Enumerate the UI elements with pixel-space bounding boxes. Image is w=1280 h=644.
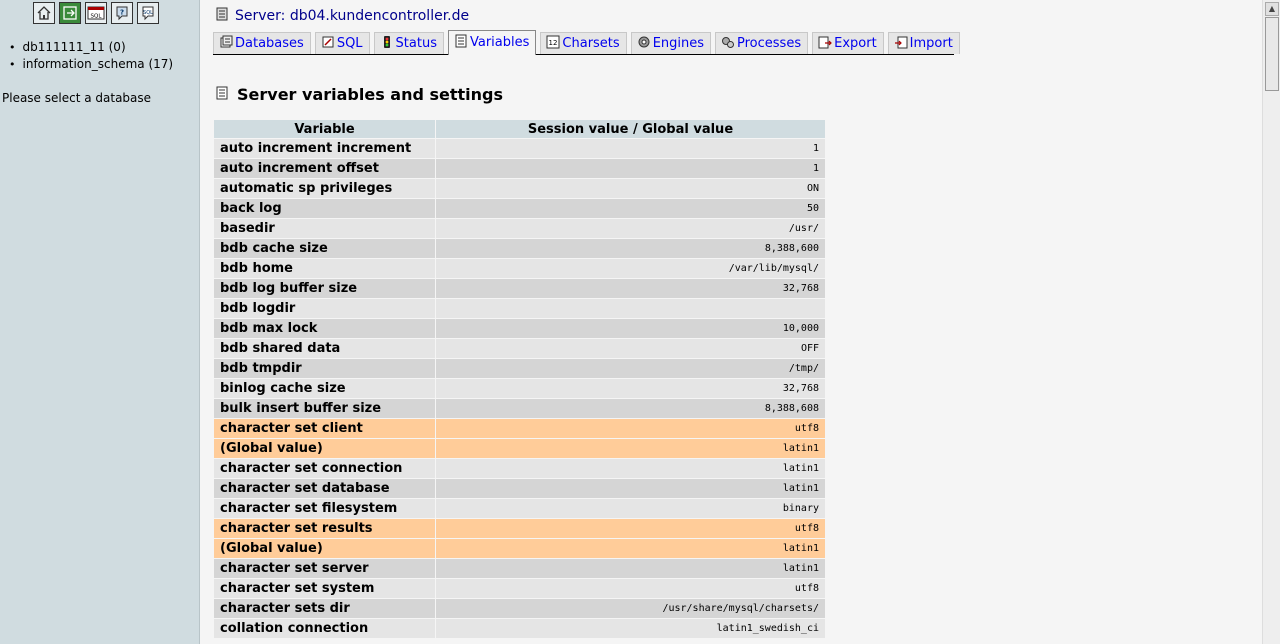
tab-label: Charsets (562, 35, 620, 51)
vertical-scrollbar[interactable] (1262, 0, 1280, 644)
variable-value: 10,000 (436, 319, 825, 338)
variable-name: character set client (214, 419, 435, 438)
database-link[interactable]: • db111111_11 (0) (9, 39, 173, 56)
docs-icon[interactable] (111, 2, 133, 24)
tab-label: Variables (469, 35, 530, 50)
variables-table (213, 119, 826, 639)
variable-name: auto increment increment (214, 139, 435, 158)
variable-value: latin1 (436, 539, 825, 558)
column-header-value: Session value / Global value (436, 120, 825, 138)
variable-value: 50 (436, 199, 825, 218)
variables-table-body (214, 139, 825, 638)
table-row (214, 539, 825, 558)
variable-name: bdb log buffer size (214, 279, 435, 298)
server-link[interactable]: Server: db04.kundencontroller.de (235, 8, 470, 24)
tab-label: SQL (336, 35, 363, 51)
tab-import[interactable] (888, 32, 960, 54)
tab-engines[interactable] (631, 32, 711, 54)
table-row (214, 619, 825, 638)
exit-icon[interactable] (59, 2, 81, 24)
variables-icon (454, 34, 468, 52)
tab-label: Processes (737, 35, 802, 51)
table-row (214, 399, 825, 418)
variable-value: latin1 (436, 459, 825, 478)
variable-name: bulk insert buffer size (214, 399, 435, 418)
home-icon[interactable] (33, 2, 55, 24)
left-toolbar (33, 2, 159, 24)
table-row (214, 459, 825, 478)
table-row (214, 179, 825, 198)
table-row (214, 199, 825, 218)
variable-name: character set system (214, 579, 435, 598)
svg-text:12: 12 (548, 38, 558, 47)
variable-value: 1 (436, 159, 825, 178)
import-icon (894, 35, 908, 53)
variable-value: 1 (436, 139, 825, 158)
variable-name: collation connection (214, 619, 435, 638)
page-title-text: Server variables and settings (237, 85, 504, 104)
tab-label: Import (909, 35, 953, 51)
variable-value: binary (436, 499, 825, 518)
svg-text:SQL: SQL (143, 10, 153, 16)
variable-name: bdb shared data (214, 339, 435, 358)
database-link[interactable]: • information_schema (17) (9, 56, 173, 73)
table-row (214, 339, 825, 358)
variable-name: bdb cache size (214, 239, 435, 258)
variable-name: character set server (214, 559, 435, 578)
variable-value: latin1 (436, 439, 825, 458)
variable-value: /tmp/ (436, 359, 825, 378)
variable-name: character set results (214, 519, 435, 538)
variable-value: 8,388,608 (436, 399, 825, 418)
table-row (214, 519, 825, 538)
table-row (214, 299, 825, 318)
left-navigation-frame (0, 0, 200, 644)
table-row (214, 419, 825, 438)
engines-icon (637, 35, 651, 53)
table-row (214, 159, 825, 178)
tab-sql[interactable] (315, 32, 370, 54)
variable-value: utf8 (436, 579, 825, 598)
variable-name: (Global value) (214, 439, 435, 458)
table-row (214, 499, 825, 518)
tab-bar (213, 31, 954, 55)
table-row (214, 579, 825, 598)
variable-value: latin1 (436, 559, 825, 578)
variable-name: back log (214, 199, 435, 218)
mysql-docs-icon[interactable] (137, 2, 159, 24)
variable-name: character set connection (214, 459, 435, 478)
tab-label: Status (395, 35, 437, 51)
variable-value: utf8 (436, 419, 825, 438)
scroll-up-arrow-icon[interactable]: ▲ (1265, 2, 1279, 16)
table-row (214, 479, 825, 498)
table-row (214, 319, 825, 338)
sql-query-icon[interactable] (85, 2, 107, 24)
tab-status[interactable] (374, 32, 444, 54)
column-header-variable: Variable (214, 120, 435, 138)
variables-icon (215, 85, 229, 104)
variable-name: character sets dir (214, 599, 435, 618)
database-list (9, 39, 173, 73)
variable-value: latin1 (436, 479, 825, 498)
variable-name: bdb home (214, 259, 435, 278)
variable-name: automatic sp privileges (214, 179, 435, 198)
export-icon (818, 35, 832, 53)
variable-name: bdb logdir (214, 299, 435, 318)
server-breadcrumb (215, 7, 469, 25)
variable-name: character set filesystem (214, 499, 435, 518)
tab-export[interactable] (812, 32, 884, 54)
svg-text:?: ? (119, 8, 125, 17)
variable-value: /var/lib/mysql/ (436, 259, 825, 278)
main-frame (200, 0, 1262, 644)
variable-name: binlog cache size (214, 379, 435, 398)
tab-label: Databases (235, 35, 304, 51)
tab-label: Export (834, 35, 877, 51)
table-row (214, 439, 825, 458)
variable-name: bdb tmpdir (214, 359, 435, 378)
table-row (214, 379, 825, 398)
variable-value: OFF (436, 339, 825, 358)
table-row (214, 279, 825, 298)
databases-icon (219, 35, 233, 53)
variable-name: bdb max lock (214, 319, 435, 338)
variable-value: 32,768 (436, 279, 825, 298)
variable-name: basedir (214, 219, 435, 238)
select-database-hint: Please select a database (2, 91, 152, 105)
server-icon (215, 7, 229, 25)
variable-name: (Global value) (214, 539, 435, 558)
svg-text:SQL: SQL (90, 13, 102, 20)
table-header-row (214, 120, 825, 138)
variable-value: utf8 (436, 519, 825, 538)
tab-label: Engines (652, 35, 705, 51)
variable-name: character set database (214, 479, 435, 498)
variable-value: 32,768 (436, 379, 825, 398)
scrollbar-thumb[interactable] (1265, 17, 1279, 91)
table-row (214, 599, 825, 618)
table-row (214, 219, 825, 238)
tab-databases[interactable] (213, 32, 311, 54)
table-row (214, 559, 825, 578)
sql-icon (321, 35, 335, 53)
page-title (215, 85, 503, 104)
table-row (214, 359, 825, 378)
table-row (214, 259, 825, 278)
variable-value: latin1_swedish_ci (436, 619, 825, 638)
status-icon (380, 35, 394, 53)
processes-icon (721, 35, 735, 53)
variable-value: /usr/ (436, 219, 825, 238)
table-row (214, 239, 825, 258)
tab-variables[interactable] (448, 30, 536, 55)
tab-charsets[interactable] (540, 32, 626, 54)
variable-value: /usr/share/mysql/charsets/ (436, 599, 825, 618)
variable-value (436, 299, 825, 318)
tab-processes[interactable] (715, 32, 808, 54)
variable-name: auto increment offset (214, 159, 435, 178)
table-row (214, 139, 825, 158)
variable-value: ON (436, 179, 825, 198)
charsets-icon (546, 35, 560, 53)
variable-value: 8,388,600 (436, 239, 825, 258)
